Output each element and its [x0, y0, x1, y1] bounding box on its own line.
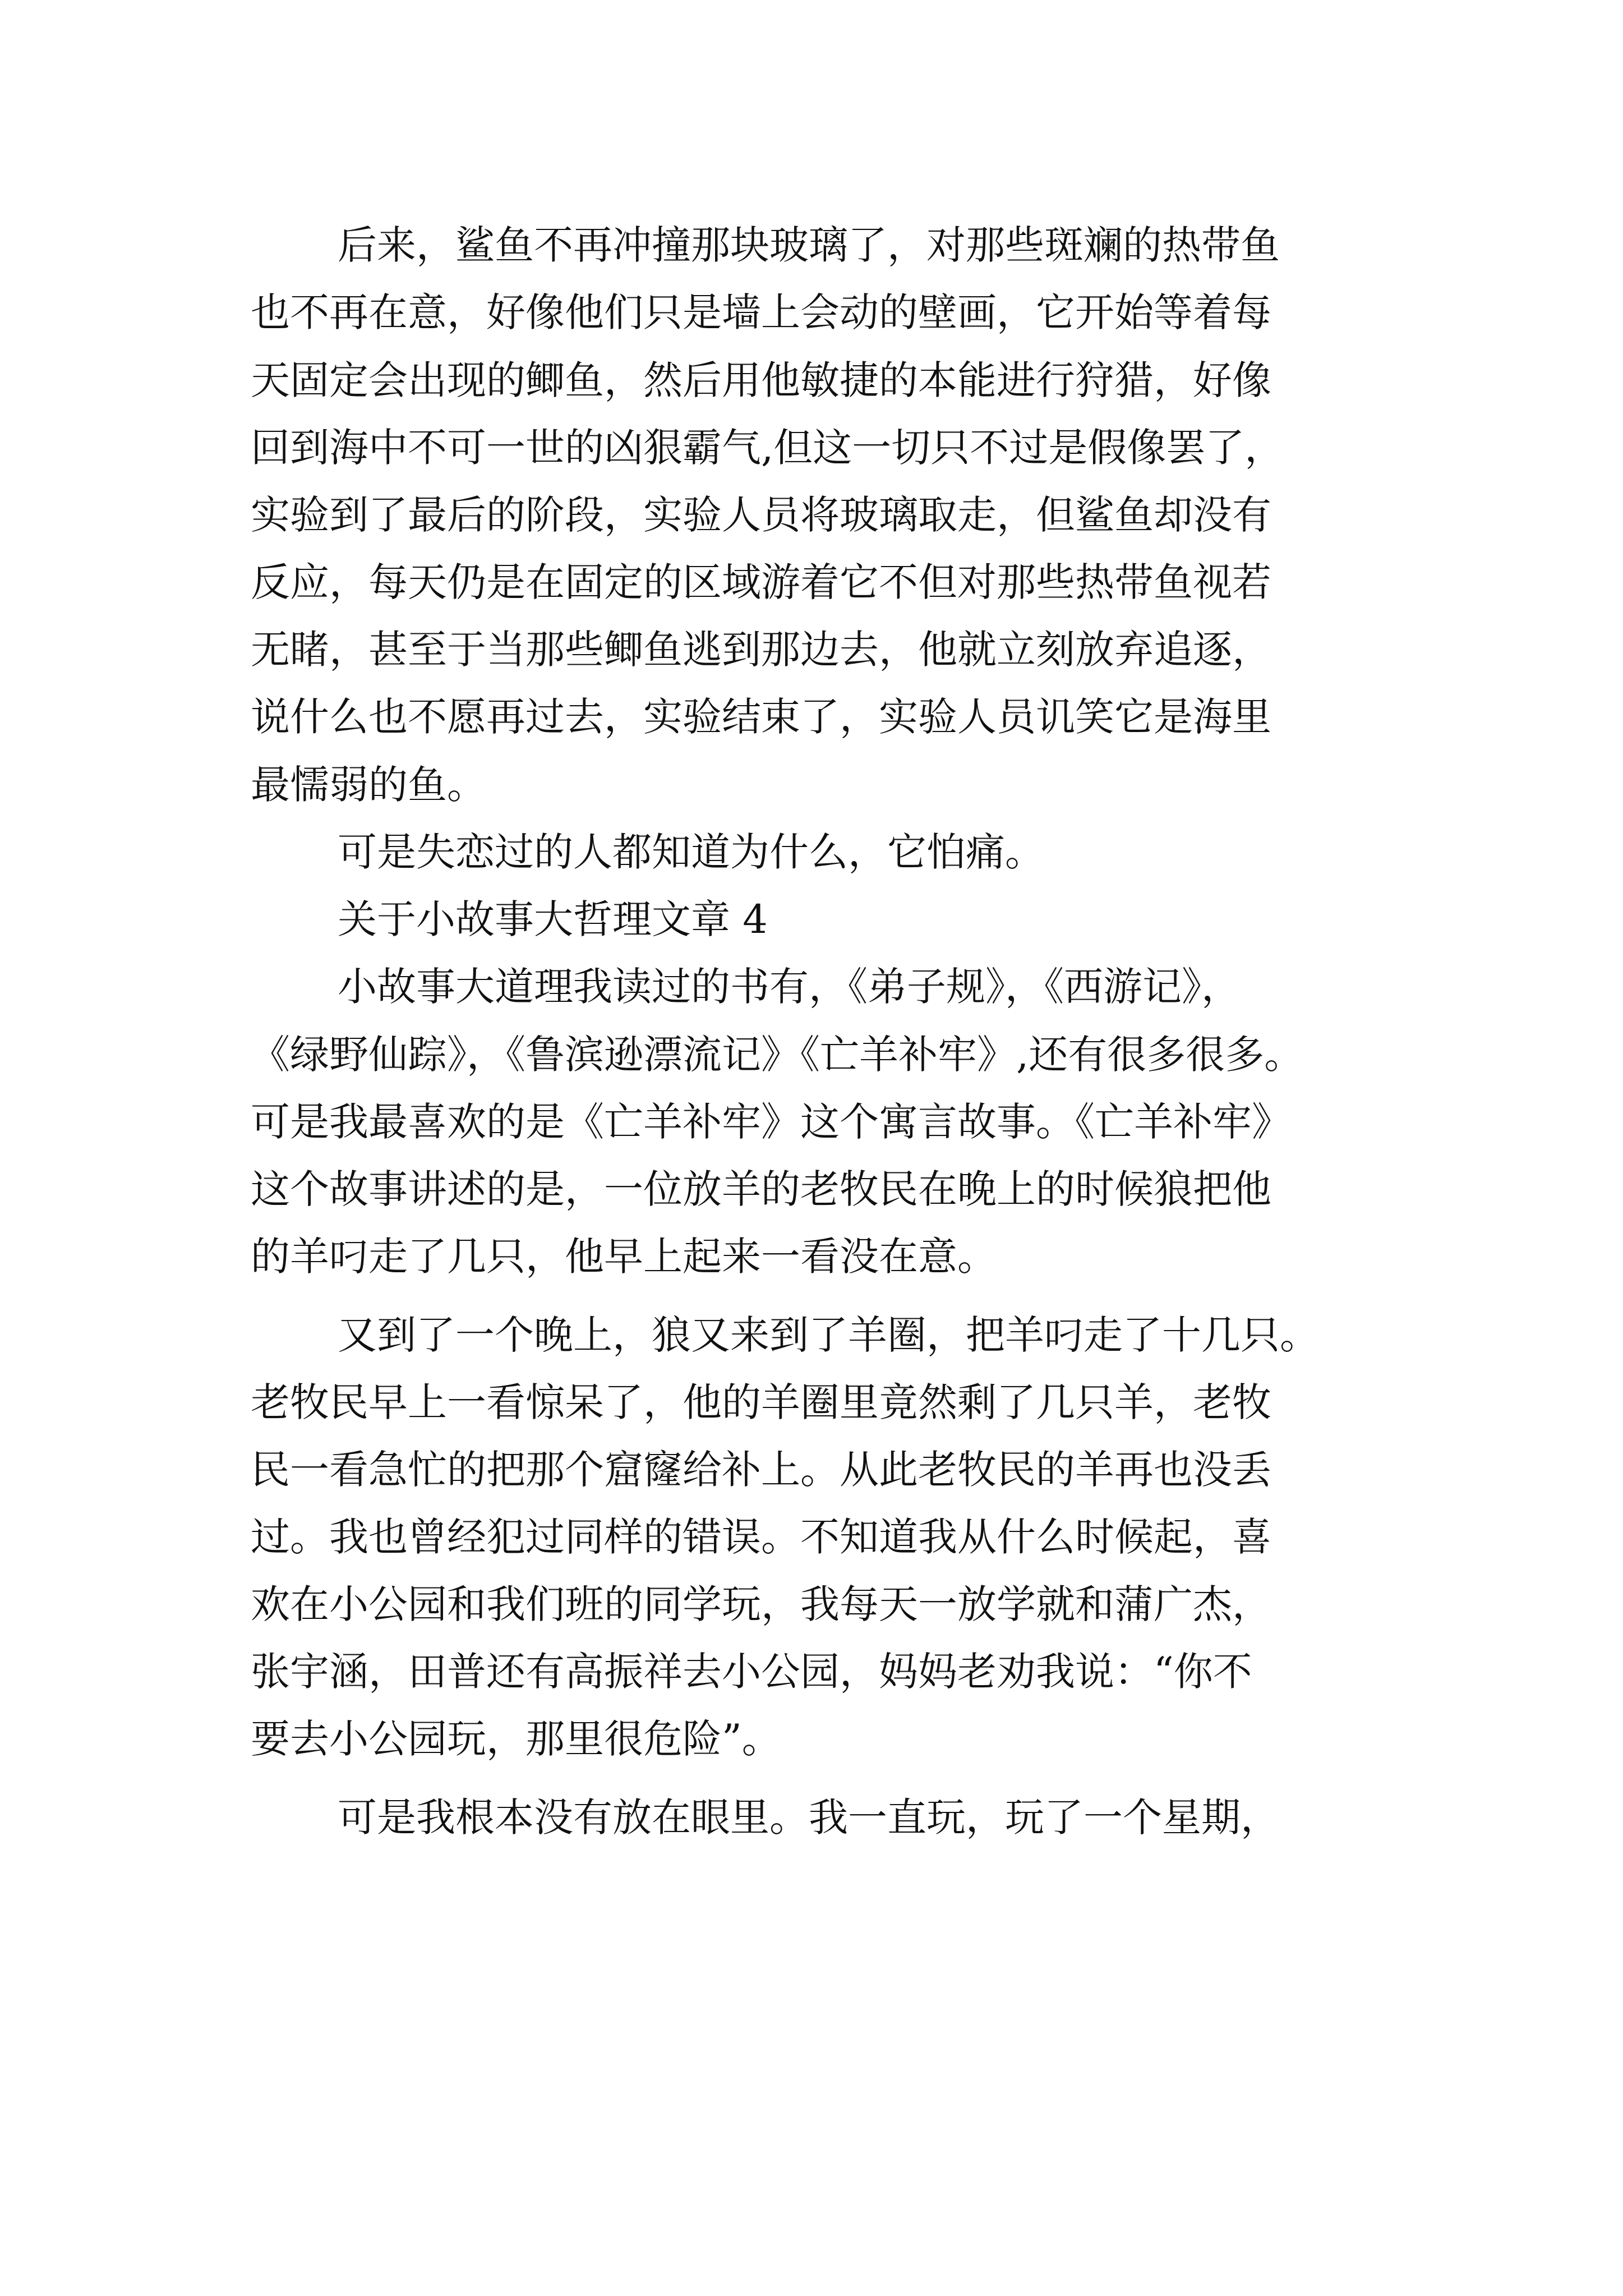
text-line: 可是我最喜欢的是《亡羊补牢》这个寓言故事。《亡羊补牢》: [251, 1099, 1291, 1145]
text-line: 这个故事讲述的是，一位放羊的老牧民在晚上的时候狼把他: [251, 1166, 1271, 1212]
text-line: 回到海中不可一世的凶狠霸气,但这一切只不过是假像罢了，: [251, 425, 1284, 471]
text-line: 可是失恋过的人都知道为什么，它怕痛。: [338, 829, 1044, 875]
text-line: 天固定会出现的鲫鱼，然后用他敏捷的本能进行狩猎，好像: [251, 357, 1271, 403]
text-line: 后来，鲨鱼不再冲撞那块玻璃了，对那些斑斓的热带鱼: [338, 222, 1280, 268]
text-line: 老牧民早上一看惊呆了，他的羊圈里竟然剩了几只羊，老牧: [251, 1379, 1271, 1425]
text-line: 实验到了最后的阶段，实验人员将玻璃取走，但鲨鱼却没有: [251, 492, 1271, 538]
text-line: 无睹，甚至于当那些鲫鱼逃到那边去，他就立刻放弃追逐，: [251, 627, 1271, 673]
text-line: 欢在小公园和我们班的同学玩，我每天一放学就和蒲广杰，: [251, 1581, 1271, 1627]
text-line: 要去小公园玩，那里很危险”。: [251, 1716, 781, 1762]
text-line: 张宇涵，田普还有高振祥去小公园，妈妈老劝我说：“你不: [251, 1649, 1252, 1695]
text-line: 可是我根本没有放在眼里。我一直玩，玩了一个星期，: [338, 1795, 1280, 1841]
text-line: 反应，每天仍是在固定的区域游着它不但对那些热带鱼视若: [251, 559, 1271, 605]
text-line: 说什么也不愿再过去，实验结束了，实验人员讥笑它是海里: [251, 694, 1271, 740]
text-line: 《绿野仙踪》，《鲁滨逊漂流记》《亡羊补牢》,还有很多很多。: [251, 1032, 1304, 1078]
text-line: 最懦弱的鱼。: [251, 762, 486, 808]
text-line: 的羊叼走了几只，他早上起来一看没在意。: [251, 1234, 997, 1280]
text-line: 也不再在意，好像他们只是墙上会动的壁画，它开始等着每: [251, 289, 1271, 335]
text-line: 又到了一个晚上，狼又来到了羊圈，把羊叼走了十几只。: [338, 1312, 1319, 1358]
text-line: 过。我也曾经犯过同样的错误。不知道我从什么时候起，喜: [251, 1514, 1271, 1560]
text-line: 民一看急忙的把那个窟窿给补上。从此老牧民的羊再也没丢: [251, 1447, 1271, 1493]
section-heading: 关于小故事大哲理文章 4: [338, 896, 768, 942]
text-line: 小故事大道理我读过的书有，《弟子规》，《西游记》，: [338, 964, 1241, 1010]
